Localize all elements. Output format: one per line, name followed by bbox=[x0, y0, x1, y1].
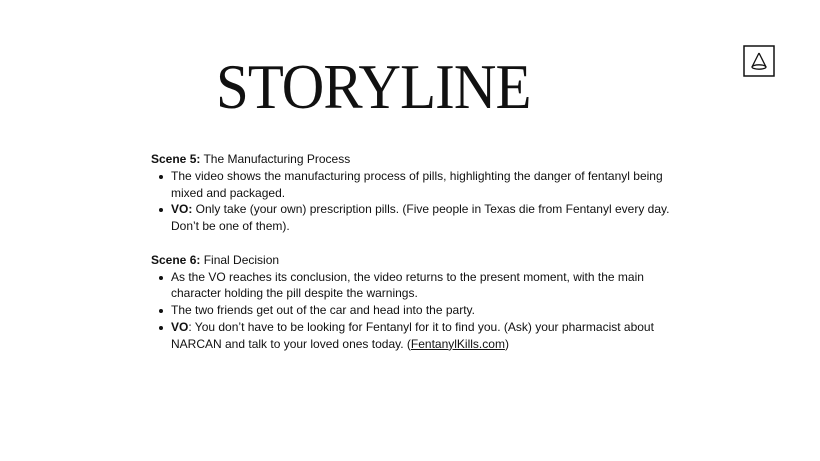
list-item bbox=[171, 302, 671, 319]
bullet-bold-label: VO bbox=[171, 319, 189, 334]
storyline-content bbox=[151, 151, 671, 353]
scene-5-list bbox=[151, 168, 671, 235]
fentanylkills-link[interactable]: FentanylKills.com bbox=[410, 336, 505, 351]
bullet-text-after: ) bbox=[504, 336, 509, 351]
list-item bbox=[171, 269, 671, 303]
bullet-text: The two friends get out of the car and head into the party. bbox=[171, 303, 475, 318]
spacer bbox=[151, 235, 671, 252]
triangle-cone-icon bbox=[743, 45, 775, 77]
list-item bbox=[171, 319, 671, 353]
page-title: STORYLINE bbox=[216, 51, 531, 122]
bullet-text: : You don’t have to be looking for Fentanyl for it to find you. (Ask) your pharmacist about NARCAN and talk to your loved ones today. ( bbox=[171, 319, 654, 351]
list-item bbox=[171, 168, 671, 202]
scene-5-heading bbox=[151, 151, 671, 168]
bullet-bold-label: VO: bbox=[171, 202, 193, 217]
scene-6-title: Final Decision bbox=[200, 252, 280, 267]
bullet-text: The video shows the manufacturing process of pills, highlighting the danger of fentanyl being mixed and packaged. bbox=[171, 168, 663, 200]
scene-5-label: Scene 5: bbox=[151, 152, 201, 166]
scene-6-heading bbox=[151, 252, 671, 269]
bullet-text: As the VO reaches its conclusion, the video returns to the present moment, with the main character holding the pill despite the warnings. bbox=[171, 269, 644, 301]
scene-5-title: The Manufacturing Process bbox=[200, 152, 351, 166]
bullet-text: Only take (your own) prescription pills. (Five people in Texas die from Fentanyl every day. Don’t be one of them). bbox=[171, 202, 670, 234]
scene-6-list bbox=[151, 269, 671, 353]
scene-6-label: Scene 6: bbox=[151, 252, 201, 267]
list-item bbox=[171, 201, 671, 235]
